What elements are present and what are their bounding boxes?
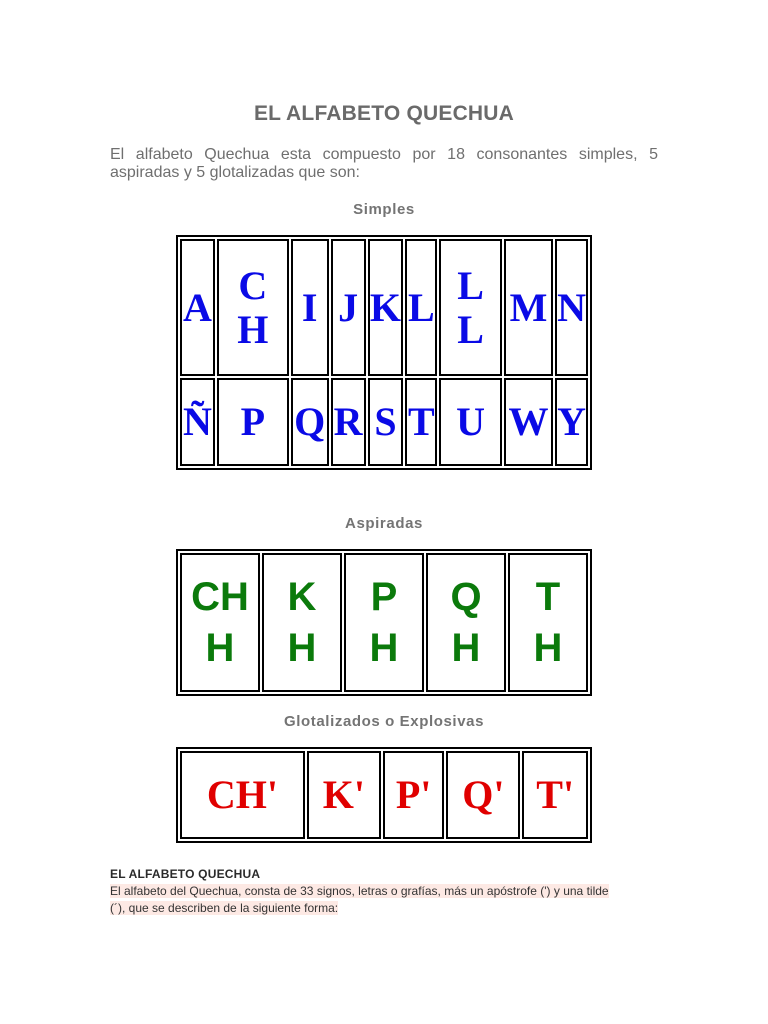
letter-cell: K	[368, 239, 404, 376]
letter-cell: M	[504, 239, 553, 376]
letter-cell: Ñ	[180, 378, 215, 466]
letter-cell: Q	[291, 378, 329, 466]
aspiradas-table	[176, 549, 592, 696]
letter-cell: T	[405, 378, 437, 466]
footer-excerpt	[110, 866, 655, 917]
letter-cell: C H	[217, 239, 289, 376]
letter-cell: U	[439, 378, 502, 466]
letter-cell: A	[180, 239, 215, 376]
letter-cell: CH'	[180, 751, 305, 839]
section-label-aspiradas: Aspiradas	[345, 515, 423, 532]
letter-cell: T'	[522, 751, 588, 839]
simples-table	[176, 235, 592, 470]
glotalizadas-table	[176, 747, 592, 843]
letter-cell: L	[405, 239, 437, 376]
letter-cell: W	[504, 378, 553, 466]
footer-title: EL ALFABETO QUECHUA	[110, 867, 261, 881]
letter-cell: Q H	[426, 553, 506, 692]
letter-cell: R	[331, 378, 366, 466]
letter-cell: P'	[383, 751, 444, 839]
footer-line-2: (´), que se describen de la siguiente forma:	[110, 901, 339, 915]
letter-cell: J	[331, 239, 366, 376]
letter-cell: P	[217, 378, 289, 466]
letter-cell: S	[368, 378, 404, 466]
page-title: EL ALFABETO QUECHUA	[253, 102, 515, 125]
section-label-glotalizadas: Glotalizados o Explosivas	[283, 713, 485, 730]
section-label-simples: Simples	[353, 201, 415, 218]
letter-cell: N	[555, 239, 588, 376]
letter-cell: I	[291, 239, 329, 376]
letter-cell: L L	[439, 239, 502, 376]
letter-cell: P H	[344, 553, 424, 692]
intro-paragraph: El alfabeto Quechua esta compuesto por 18 consonantes simples, 5 aspiradas y 5 glotalizadas que son:	[110, 146, 658, 181]
letter-cell: T H	[508, 553, 588, 692]
footer-line-1: El alfabeto del Quechua, consta de 33 signos, letras o grafías, más un apóstrofe (') y una tilde	[110, 884, 609, 898]
letter-cell: K H	[262, 553, 342, 692]
letter-cell: Y	[555, 378, 588, 466]
letter-cell: Q'	[446, 751, 520, 839]
letter-cell: CH H	[180, 553, 260, 692]
letter-cell: K'	[307, 751, 381, 839]
